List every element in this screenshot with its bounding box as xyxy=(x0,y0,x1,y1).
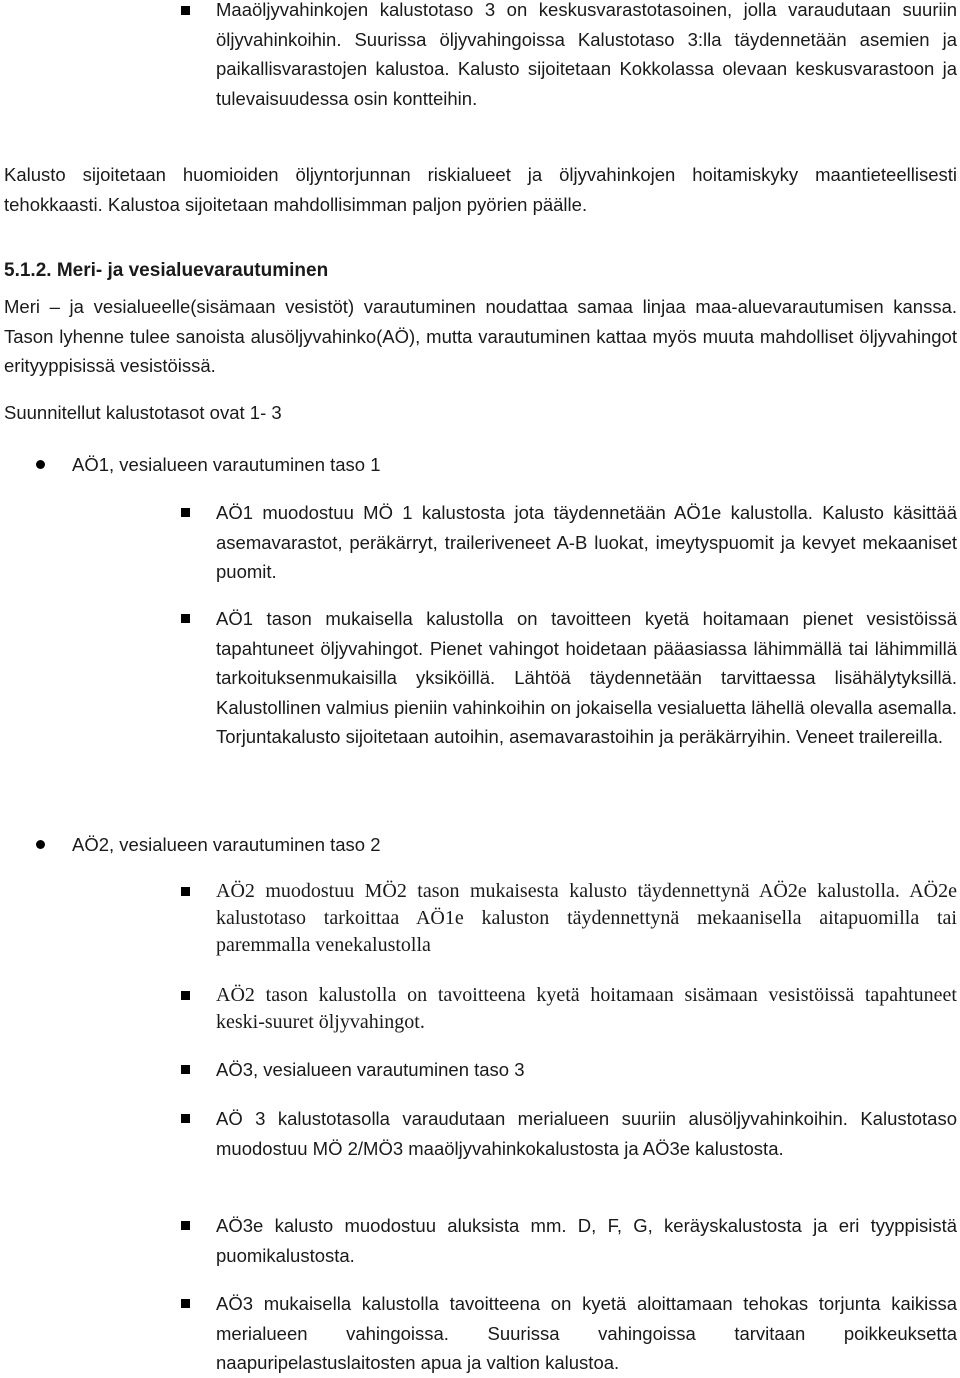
level3-title: AÖ3, vesialueen varautuminen taso 3 xyxy=(216,1059,525,1080)
level3-item-3: AÖ3 mukaisella kalustolla tavoitteena on kyetä aloittamaan tehokas torjunta kaikissa merialueen vahingoissa. Suurissa vahingoissa tarvitaan poikkeuksetta naapuripelastuslaitosten apua ja valtion kalustoa. xyxy=(216,1293,957,1374)
square-bullet-icon xyxy=(181,887,190,896)
square-bullet-icon xyxy=(181,1065,190,1074)
square-bullet-icon xyxy=(181,508,190,517)
paragraph-levels: Suunnitellut kalustotasot ovat 1- 3 xyxy=(4,402,282,423)
level2-title: AÖ2, vesialueen varautuminen taso 2 xyxy=(72,834,381,855)
square-bullet-icon xyxy=(181,1114,190,1123)
square-bullet-icon xyxy=(181,6,190,15)
level3-item-2: AÖ3e kalusto muodostuu aluksista mm. D, F, G, keräyskalustosta ja eri tyyppisistä puomikalustosta. xyxy=(216,1215,957,1266)
paragraph-placement: Kalusto sijoitetaan huomioiden öljyntorjunnan riskialueet ja öljyvahinkojen hoitamiskyky maantieteellisesti tehokkaasti. Kalustoa sijoitetaan mahdollisimman paljon pyörien päälle. xyxy=(4,164,957,215)
paragraph-intro: Meri – ja vesialueelle(sisämaan vesistöt) varautuminen noudattaa samaa linjaa maa-aluevarautumisen kanssa. Tason lyhenne tulee sanoista alusöljyvahinko(AÖ), mutta varautuminen kattaa myös muuta mahdolliset öljyvahingot erityyppisissä vesistöissä. xyxy=(4,296,957,377)
level3-item-1: AÖ 3 kalustotasolla varaudutaan merialueen suuriin alusöljyvahinkoihin. Kalustotaso muodostuu MÖ 2/MÖ3 maaöljyvahinkokalustosta ja AÖ3e kalustosta. xyxy=(216,1108,957,1159)
round-bullet-icon xyxy=(36,460,45,469)
square-bullet-icon xyxy=(181,1221,190,1230)
level1-title: AÖ1, vesialueen varautuminen taso 1 xyxy=(72,454,381,475)
square-bullet-icon xyxy=(181,991,190,1000)
list-item-level3-land: Maaöljyvahinkojen kalustotaso 3 on keskusvarastotasoinen, jolla varaudutaan suuriin öljyvahinkoihin. Suurissa öljyvahingoissa Kalustotaso 3:lla täydennetään asemien ja paikallisvarastojen kalustoa. Kalusto sijoitetaan Kokkolassa olevaan keskusvarastoon ja tulevaisuudessa osin kontteihin. xyxy=(216,0,957,109)
level1-item-1: AÖ1 muodostuu MÖ 1 kalustosta jota täydennetään AÖ1e kalustolla. Kalusto käsittää asemavarastot, peräkärryt, traileriveneet A-B luokat, imeytyspuomit ja kevyet mekaaniset puomit. xyxy=(216,502,957,583)
square-bullet-icon xyxy=(181,614,190,623)
square-bullet-icon xyxy=(181,1299,190,1308)
level1-item-2: AÖ1 tason mukaisella kalustolla on tavoitteen kyetä hoitamaan pienet vesistöissä tapahtuneet öljyvahingot. Pienet vahingot hoidetaan pääasiassa lähimmällä tai lähimmillä tarkoituksenmukaisilla yksiköillä. Lähtöä täydennetään tarvittaessa lisähälytyksillä. Kalustollinen valmius pieniin vahinkoihin on jokaisella vesialuetta lähellä olevalla asemalla. Torjuntakalusto sijoitetaan autoihin, asemavarastoihin ja peräkärryihin. Veneet trailereilla. xyxy=(216,608,957,748)
section-heading: 5.1.2. Meri- ja vesialuevarautuminen xyxy=(4,260,329,281)
round-bullet-icon xyxy=(36,840,45,849)
level2-item-2: AÖ2 tason kalustolla on tavoitteena kyetä hoitamaan sisämaan vesistöissä tapahtuneet keski-suuret öljyvahingot. xyxy=(216,984,957,1033)
level2-item-1: AÖ2 muodostuu MÖ2 tason mukaisesta kalusto täydennettynä AÖ2e kalustolla. AÖ2e kalustotaso tarkoittaa AÖ1e kaluston täydennettynä mekaanisella aitapuomilla tai paremmalla venekalustolla xyxy=(216,880,957,956)
